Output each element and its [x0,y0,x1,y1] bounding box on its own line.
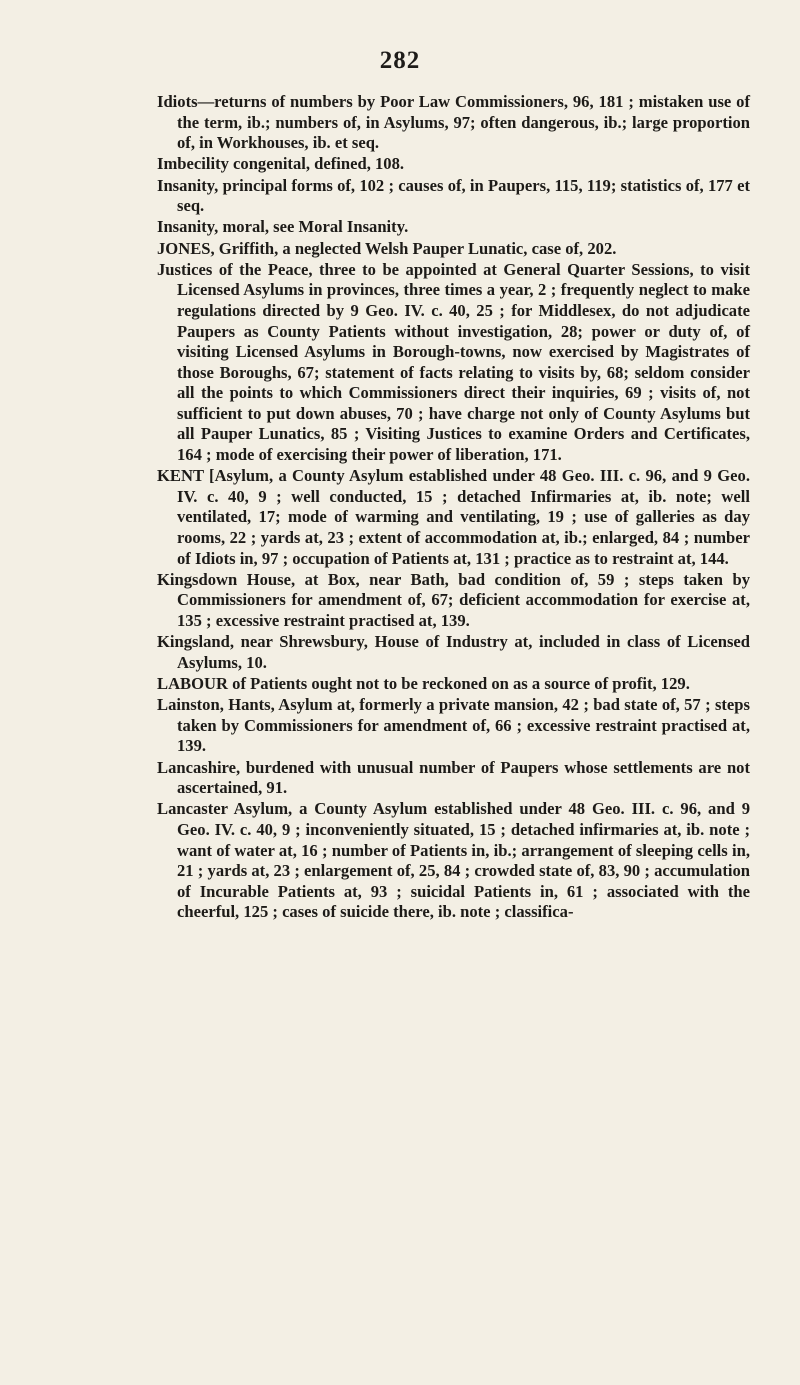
index-entry-jones: JONES, Griffith, a neglected Welsh Pauper Lunatic, case of, 202. [157,238,617,258]
index-entry-idiots: Idiots—returns of numbers by Poor Law Commissioners, 96, 181 ; mistaken use of the term, ib.; numbers of, in Asylums, 97; often dangerous, ib.; large proportion of, in Workhouses, ib. et seq. [157,92,750,153]
index-entry-kent: KENT [Asylum, a County Asylum established under 48 Geo. III. c. 96, and 9 Geo. IV. c. 40, 9 ; well conducted, 15 ; detached Infirmaries at, ib. note; well ventilated, 17; mode of warming and ventilating, 19 ; use of galleries as day rooms, 22 ; yards at, 23 ; extent of accommodation at, ib.; enlarged, 84 ; number of Idiots in, 97 ; occupation of Patients at, 131 ; practice as to restraint at, 144. [157,466,750,568]
index-entry-lainston: Lainston, Hants, Asylum at, formerly a private mansion, 42 ; bad state of, 57 ; steps taken by Commissioners for amendment of, 66 ; excessive restraint practised at, 139. [157,695,750,756]
page-number: 282 [379,47,421,74]
index-entry-kingsland: Kingsland, near Shrewsbury, House of Industry at, included in class of Licensed Asylums, 10. [157,632,750,672]
index-entry-insanity: Insanity, principal forms of, 102 ; causes of, in Paupers, 115, 119; statistics of, 177 et seq. [157,175,750,216]
index-entry-kingsdown: Kingsdown House, at Box, near Bath, bad condition of, 59 ; steps taken by Commissioners for amendment of, 67; deficient accommodation for exercise at, 135 ; excessive restraint practised at, 139. [157,569,750,630]
index-entry-lancashire: Lancashire, burdened with unusual number of Paupers whose settlements are not ascertained, 91. [157,757,750,798]
index-entry-imbecility: Imbecility congenital, defined, 108. [157,154,405,174]
index-entry-insanity-moral: Insanity, moral, see Moral Insanity. [157,217,409,237]
index-entry-justices: Justices of the Peace, three to be appointed at General Quarter Sessions, to visit Licensed Asylums in provinces, three times a year, 2 ; frequently neglect to make regulations directed by 9 Geo. IV. c. 40, 25 ; for Middlesex, do not adjudicate Paupers as County Patients without investigation, 28; power or duty of, of visiting Licensed Asylums in Borough-towns, now exercised by Magistrates of those Boroughs, 67; statement of facts relating to visits by, 68; seldom consider all the points to which Commissioners direct their inquiries, 69 ; visits of, not sufficient to put down abuses, 70 ; have charge not only of County Asylums but all Pauper Lunatics, 85 ; Visiting Justices to examine Orders and Certificates, 164 ; mode of exercising their power of liberation, 171. [157,259,750,465]
index-entry-labour: LABOUR of Patients ought not to be reckoned on as a source of profit, 129. [157,673,690,693]
index-entries [157,92,750,923]
index-entry-lancaster: Lancaster Asylum, a County Asylum established under 48 Geo. III. c. 96, and 9 Geo. IV. c. 40, 9 ; inconveniently situated, 15 ; detached infirmaries at, ib. note ; want of water at, 16 ; number of Patients in, ib.; arrangement of sleeping cells in, 21 ; yards at, 23 ; enlargement of, 25, 84 ; crowded state of, 83, 90 ; accumulation of Incurable Patients at, 93 ; suicidal Patients in, 61 ; associated with the cheerful, 125 ; cases of suicide there, ib. note ; classifica- [157,799,750,922]
